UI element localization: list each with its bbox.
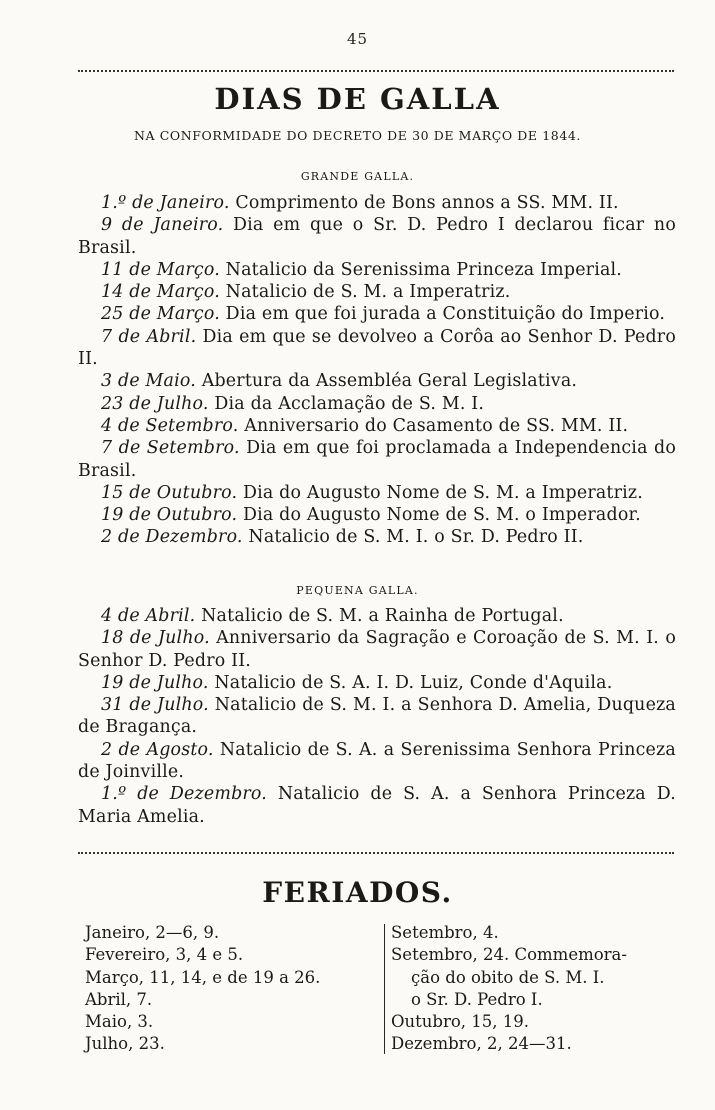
entry-text: Dia em que foi jurada a Constituição do Imperio. [225, 304, 666, 325]
galla-entry [78, 303, 676, 325]
entry-text: Dia do Augusto Nome de S. M. a Imperatriz. [242, 482, 643, 503]
galla-entry [78, 393, 676, 415]
feriado-item: Março, 11, 14, e de 19 a 26. [85, 967, 321, 987]
galla-entry [78, 415, 676, 437]
entry-date: 31 de Julho. [101, 695, 209, 716]
feriado-item: Setembro, 4. [391, 923, 499, 942]
pequena-galla-list [78, 605, 676, 828]
entry-text: Dia do Augusto Nome de S. M. o Imperador. [242, 505, 641, 526]
grande-galla-list [78, 192, 676, 549]
entry-text: Dia em que foi proclamada a Independencia do Brasil. [78, 438, 676, 481]
entry-text: Dia em que o Sr. D. Pedro I declarou ficar no Brasil. [78, 215, 677, 258]
entry-text: Dia em que se devolveo a Corôa ao Senhor D. Pedro II. [78, 326, 676, 370]
feriado-item: Janeiro, 2—6, 9. [85, 923, 220, 942]
entry-date: 7 de Setembro. [101, 438, 240, 459]
entry-date: 3 de Maio. [101, 371, 196, 392]
galla-entry [78, 739, 676, 784]
entry-date: 14 de Março. [101, 282, 220, 303]
galla-entry [78, 326, 676, 371]
entry-date: 25 de Março. [101, 304, 220, 325]
galla-entry [78, 783, 676, 828]
entry-date: 15 de Outubro. [101, 482, 238, 503]
galla-entry [78, 672, 676, 694]
galla-entry [78, 504, 676, 526]
entry-text: Natalicio de S. A. a Serenissima Senhora Princeza de Joinville. [78, 739, 676, 783]
entry-date: 2 de Agosto. [101, 739, 214, 760]
entry-date: 18 de Julho. [101, 628, 210, 649]
feriado-item: Setembro, 24. Commemora- [391, 945, 627, 965]
feriado-item: Fevereiro, 3, 4 e 5. [85, 945, 244, 965]
entry-date: 4 de Setembro. [101, 415, 239, 436]
page-number: 45 [346, 30, 369, 48]
entry-date: 19 de Julho. [101, 672, 209, 693]
feriado-item: Abril, 7. [85, 989, 153, 1009]
galla-entry [78, 437, 676, 482]
feriado-item-continuation: ção do obito de S. M. I. [411, 967, 605, 987]
entry-text: Natalicio de S. A. I. D. Luiz, Conde d'Aquila. [214, 672, 613, 693]
entry-text: Natalicio da Serenissima Princeza Imperial. [225, 259, 623, 280]
entry-date: 2 de Dezembro. [101, 527, 243, 548]
entry-date: 9 de Janeiro. [101, 215, 224, 236]
entry-text: Anniversario da Sagração e Coroação de S. M. I. o Senhor D. Pedro II. [78, 628, 676, 671]
galla-entry [78, 605, 676, 627]
pequena-galla-heading: PEQUENA GALLA. [296, 584, 419, 597]
feriados-right-column [391, 922, 681, 1056]
feriado-item: Dezembro, 2, 24—31. [391, 1034, 572, 1054]
entry-text: Anniversario do Casamento de SS. MM. II. [244, 415, 629, 436]
entry-text: Natalicio de S. M. I. a Senhora D. Amelia, Duqueza de Bragança. [78, 695, 677, 738]
galla-entry [78, 627, 676, 672]
page-title: DIAS DE GALLA [214, 82, 501, 116]
feriado-item: Outubro, 15, 19. [391, 1012, 530, 1032]
entry-date: 7 de Abril. [101, 326, 197, 347]
entry-text: Natalicio de S. M. a Imperatriz. [225, 282, 511, 303]
galla-entry [78, 214, 676, 259]
galla-entry [78, 259, 676, 281]
entry-date: 1.º de Dezembro. [101, 784, 268, 805]
feriado-item: Julho, 23. [85, 1034, 165, 1054]
galla-entry [78, 281, 676, 303]
galla-entry [78, 482, 676, 504]
column-divider [384, 924, 385, 1054]
feriados-title: FERIADOS. [262, 876, 453, 909]
grande-galla-heading: GRANDE GALLA. [300, 170, 415, 183]
entry-text: Natalicio de S. M. I. o Sr. D. Pedro II. [248, 527, 584, 548]
feriados-left-column [85, 922, 375, 1056]
feriado-item: Maio, 3. [85, 1012, 154, 1032]
entry-date: 19 de Outubro. [101, 505, 238, 526]
entry-date: 1.º de Janeiro. [101, 193, 230, 213]
feriado-item-continuation: o Sr. D. Pedro I. [411, 989, 543, 1009]
entry-text: Natalicio de S. M. a Rainha de Portugal. [201, 606, 564, 626]
decree-subtitle: NA CONFORMIDADE DO DECRETO DE 30 DE MARÇO DE 1844. [133, 128, 582, 143]
entry-date: 4 de Abril. [101, 606, 196, 626]
entry-date: 23 de Julho. [101, 393, 209, 414]
top-divider [78, 70, 674, 72]
entry-text: Abertura da Assembléa Geral Legislativa. [201, 371, 578, 392]
galla-entry [78, 526, 676, 548]
galla-entry [78, 370, 676, 392]
galla-entry [78, 694, 676, 739]
entry-text: Natalicio de S. A. a Senhora Princeza D. Maria Amelia. [78, 784, 676, 827]
entry-text: Dia da Acclamação de S. M. I. [214, 393, 485, 414]
entry-text: Comprimento de Bons annos a SS. MM. II. [235, 193, 619, 213]
galla-entry [78, 192, 676, 214]
entry-date: 11 de Março. [101, 259, 220, 280]
section-divider [78, 852, 674, 854]
